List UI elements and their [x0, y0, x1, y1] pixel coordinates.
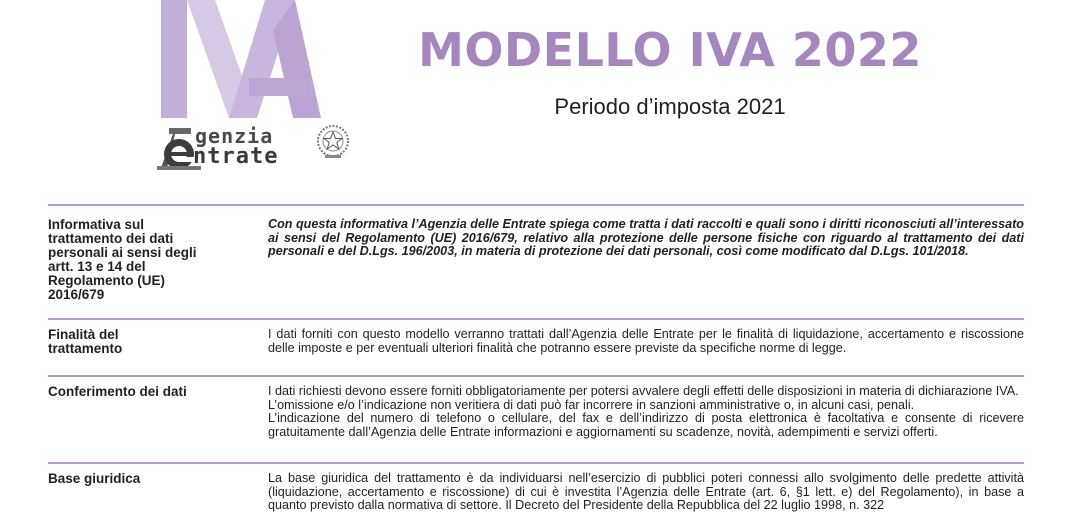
section-divider: [48, 318, 1024, 320]
section-body: [268, 472, 1024, 513]
agency-word-genzia: genzia: [195, 124, 274, 148]
section-body: [268, 385, 1024, 439]
section-base-giuridica: [48, 472, 1024, 516]
section-label: Informativa sul trattamento dei dati personali ai sensi degli artt. 13 e 14 del Regolamento (UE) 2016/679: [48, 217, 197, 302]
agency-word-ntrate: ntrate: [193, 144, 279, 169]
section-paragraph: L’indicazione del numero di telefono o cellulare, del fax e dell’indirizzo di posta elettronica è facoltativa e consente di ricevere gratuitamente dall’Agenzia delle Entrate informazioni e aggiornamenti su scadenze, novità, adempimenti e servizi offerti.: [268, 411, 1024, 439]
section-informativa: [48, 218, 1024, 314]
agenzia-entrate-wordmark: [155, 120, 355, 172]
italian-republic-emblem-icon: [315, 122, 351, 162]
section-paragraph: La base giuridica del trattamento è da individuarsi nell’esercizio di pubblici poteri connessi allo svolgimento delle predette attività (liquidazione, accertamento e riscossione) di cui è investita l’Agenzia delle Entrate (art. 6, §1 lett. e) del Regolamento), in base a quanto previsto dalla normativa di settore. Il Decreto del Presidente della Repubblica del 22 luglio 1998, n. 322: [268, 471, 1024, 513]
section-divider: [48, 204, 1024, 206]
section-paragraph: I dati forniti con questo modello verranno trattati dall’Agenzia delle Entrate per le finalità di liquidazione, accertamento e riscossione delle imposte e per eventuali ulteriori finalità che potranno essere previste da specifiche norme di legge.: [268, 327, 1024, 355]
section-label: Conferimento dei dati: [48, 384, 187, 399]
page-subtitle: Periodo d’imposta 2021: [554, 94, 786, 119]
section-divider: [48, 375, 1024, 377]
section-divider: [48, 462, 1024, 464]
section-paragraph: Con questa informativa l’Agenzia delle Entrate spiega come tratta i dati raccolti e quali sono i diritti riconosciuti all’interessato ai sensi del Regolamento (UE) 2016/679, relativo alla protezione delle persone fisiche con riguardo al trattamento dei dati personali e del D.Lgs. 196/2003, in materia di protezione dei dati personali, così come modificato dal D.Lgs. 101/2018.: [268, 217, 1024, 259]
section-paragraph: L’omissione e/o l’indicazione non veritiera di dati può far incorrere in sanzioni amministrative o, in alcuni casi, penali.: [268, 397, 915, 412]
page-title: MODELLO IVA 2022: [418, 23, 922, 77]
section-label: Base giuridica: [48, 471, 141, 486]
section-conferimento: [48, 385, 1024, 459]
section-paragraph: I dati richiesti devono essere forniti obbligatoriamente per potersi avvalere degli effetti delle disposizioni in materia di dichiarazione IVA.: [268, 384, 1019, 398]
agenzia-entrate-logo: [145, 0, 355, 175]
section-finalita: [48, 328, 1024, 372]
section-label: Finalità del trattamento: [48, 327, 123, 356]
section-body: [268, 218, 1024, 259]
iva-logo-icon: [145, 0, 355, 118]
section-body: [268, 328, 1024, 355]
